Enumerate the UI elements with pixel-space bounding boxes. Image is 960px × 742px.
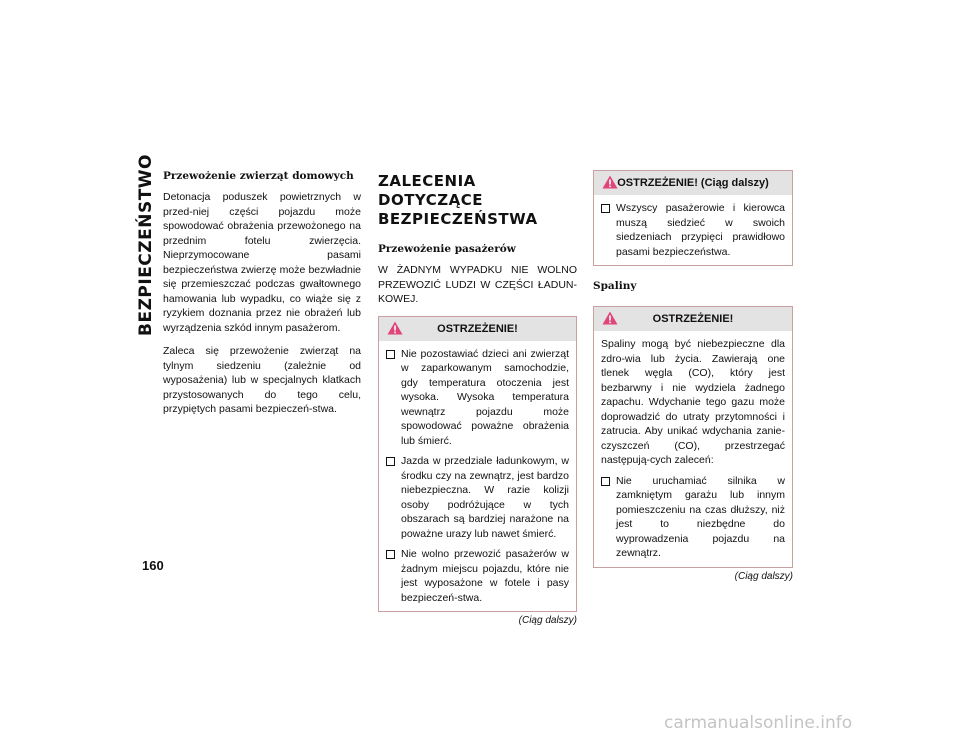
- checkbox-icon: [386, 550, 395, 559]
- warning-body: [594, 331, 792, 567]
- warning-header: [594, 171, 792, 195]
- continued-label: (Ciąg dalszy): [518, 615, 577, 626]
- warning-header: [594, 307, 792, 331]
- warning-item-text: Jazda w przedziale ładunkowym, w środku czy na zewnątrz, jest bardzo niebezpieczna. W razie kolizji osoby podróżujące w tych obszarach są bardziej narażone na poważne urazy lub nawet śmierć.: [401, 455, 569, 540]
- checkbox-icon: [601, 477, 610, 486]
- warning-item-text: Nie wolno przewozić pasażerów w żadnym miejscu pojazdu, które nie jest wyposażone w fotele i pasy bezpieczeń-stwa.: [401, 548, 569, 604]
- warning-item-text: Nie uruchamiać silnika w zamkniętym garażu lub innym pomieszczeniu na czas dłuższy, niż jest to niezbędne do wyprowadzenia pojazdu na zewnątrz.: [616, 474, 785, 559]
- side-tab: [135, 154, 157, 336]
- warning-item: [601, 201, 785, 259]
- column-3: [593, 170, 793, 582]
- warning-box: [593, 306, 793, 568]
- subheading-pets: Przewożenie zwierząt domowych: [163, 170, 354, 182]
- paragraph: Zaleca się przewożenie zwierząt na tylnym siedzeniu (zależnie od wyposażenia) lub w specjalnych klatkach przystosowanych do tego celu, przypiętych pasami bezpieczeń-stwa.: [163, 345, 361, 415]
- warning-box-continued: [593, 170, 793, 266]
- warning-body: [594, 195, 792, 265]
- checkbox-icon: [386, 457, 395, 466]
- warning-title: OSTRZEŻENIE!: [437, 322, 518, 335]
- subheading-exhaust: Spaliny: [593, 280, 637, 292]
- warning-header: [379, 317, 576, 341]
- warning-item: [386, 547, 569, 605]
- warning-title: OSTRZEŻENIE! (Ciąg dalszy): [617, 177, 769, 189]
- paragraph: Detonacja poduszek powietrznych w przed-niej części pojazdu może spowodować obrażenia przewożonego na przednim fotelu zwierzęcia. Nieprzymocowane pasami bezpieczeństwa zwierzę może bezwładnie się przemieszczać podczas gwałtownego hamowania lub wypadku, co wiąże się z ryzykiem doznania przez nie obrażeń lub wyrządzenia szkód innym pasażerom.: [163, 191, 361, 334]
- warning-triangle-icon: [602, 175, 618, 189]
- warning-paragraph: Spaliny mogą być niebezpieczne dla zdro-wia lub życia. Zawierają one tlenek węgla (CO), który jest bezbarwny i nie wydziela żadnego zapachu. Wdychanie tego gazu może doprowadzić do utraty przytomności i zatrucia. Aby unikać wdychania zanie-czyszczeń (CO), przestrzegać następują-cych zaleceń:: [601, 338, 785, 466]
- warning-triangle-icon: [387, 321, 403, 335]
- subheading-passengers: Przewożenie pasażerów: [378, 243, 516, 255]
- paragraph: W ŻADNYM WYPADKU NIE WOLNO PRZEWOZIĆ LUDZI W CZĘŚCI ŁADUN-KOWEJ.: [378, 264, 577, 305]
- warning-item: [386, 347, 569, 449]
- side-tab-label: BEZPIECZEŃSTWO: [136, 154, 157, 336]
- warning-item: [601, 474, 785, 561]
- warning-item-text: Nie pozostawiać dzieci ani zwierząt w zaparkowanym samochodzie, gdy temperatura otoczenia jest wysoka. Wysoka temperatura wewnątrz pojazdu może spowodować poważne obrażenia lub śmierć.: [401, 347, 569, 447]
- column-1: [163, 170, 361, 426]
- warning-triangle-icon: [602, 311, 618, 325]
- column-2: [378, 170, 577, 626]
- warning-title: OSTRZEŻENIE!: [652, 313, 734, 325]
- section-title: ZALECENIA DOTYCZĄCE BEZPIECZEŃSTWA: [378, 172, 538, 228]
- warning-box: [378, 316, 577, 613]
- continued-label: (Ciąg dalszy): [734, 570, 793, 582]
- watermark: carmanualsonline.info: [664, 713, 853, 733]
- checkbox-icon: [601, 204, 610, 213]
- page-number: 160: [142, 558, 164, 573]
- warning-body: [379, 341, 576, 612]
- checkbox-icon: [386, 350, 395, 359]
- warning-item-text: Wszyscy pasażerowie i kierowca muszą siedzieć w swoich siedzeniach przypięci prawidłowo pasami bezpieczeństwa.: [616, 202, 785, 258]
- warning-item: [386, 454, 569, 541]
